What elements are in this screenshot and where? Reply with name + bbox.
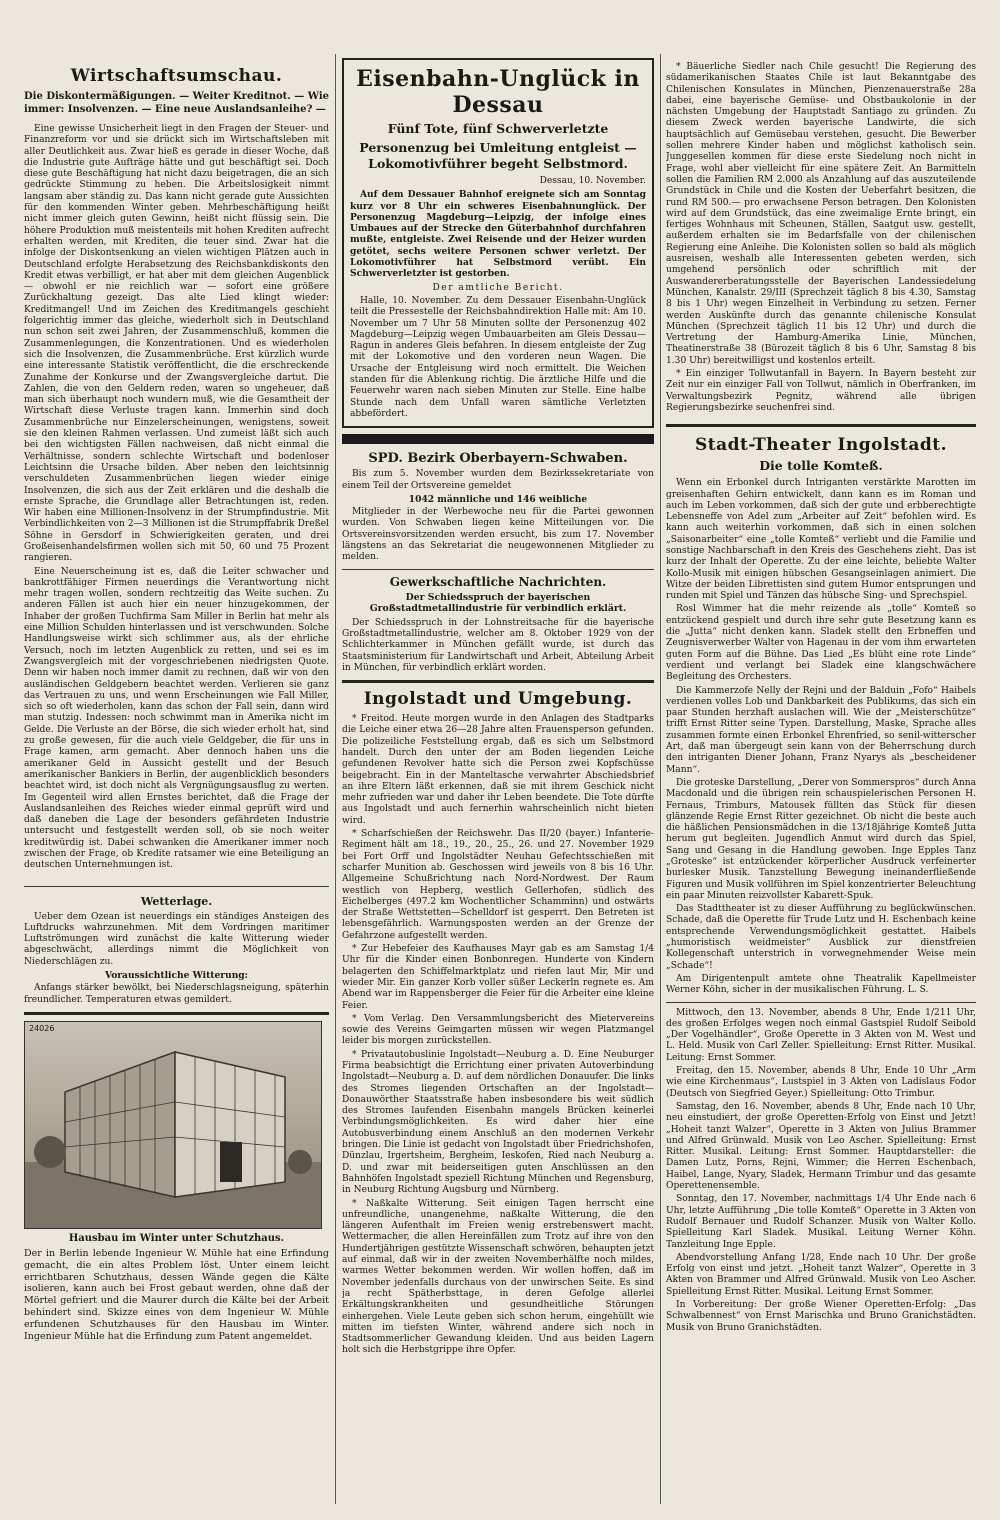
economy-paragraph: Eine Neuerscheinung ist es, daß die Leiter schwacher und bankrottfähiger Firmen neuerdings die Verantwortung nicht mehr tragen wollen, sondern rechtzeitig das Weite suchen. Zu anderen Fällen ist auch hier ein neuer hinzugekommen, der Inhaber der großen Tuchfirma Sam Miller in Berlin hat mehr als eine Million Schulden hinterlassen und ist verschwunden. Solche Handlungsweise wirkt sich schlimmer aus, als der ehrliche Versuch, noch im letzten Augenblick zu retten, und sei es im Zwangsvergleich mit der vorgeschriebenen niedrigsten Quote. Denn wir haben noch immer damit zu rechnen, daß wir von den ausländischen Geldgebern beachtet werden. Verlieren sie ganz das Vertrauen zu uns, und wenn Erscheinungen wie Fall Miller, sich so oft wiederholen, kann das schon der Fall sein, dann wird man stutzig. Indessen: noch schwimmt man in Amerika nicht im Gelde. Die Verluste an der Börse, die sich wieder erholt hat, sind zu große gewesen, für die auch viele Geldgeber, die für uns in Frage kamen, arm gemacht. Aber dennoch haben uns die amerikaner Geld in Aussicht gestellt und der Besuch amerikanischer Bankiers in Berlin, der augenblicklich besonders beachtet wird, ist doch nicht als Vergnügungsausflug zu werten. Im Gegenteil wird allen Ernstes berichtet, daß die Frage der Auslandsanleihen des Reiches wieder einmal geprüft wird und daß daneben die Lage der besonders gefährdeten Industrie untersucht und festgestellt werden soll, ob sie noch weiter kreditwürdig ist. Dabei schwanken die Amerikaner immer noch zwischen der Frage, ob Kredite ratsamer wie eine Beteiligung an deutschen Unternehmungen ist. [24, 566, 329, 871]
divider [666, 424, 976, 427]
column-regional-theater [666, 58, 976, 1498]
railway-lead: Auf dem Dessauer Bahnhof ereignete sich am Sonntag kurz vor 8 Uhr ein schweres Eisenbahnunglück. Der Personenzug Magdeburg—Leipzig, der infolge eines Umbaues auf der Strecke den Güterbahnhof durchfahren mußte, entgleiste. Zwei Reisende und der Heizer wurden getötet, sechs weitere Personen schwer verletzt. Der Lokomotivführer hat Selbstmord verübt. Ein Schwerverletzter ist gestorben. [350, 189, 646, 280]
spd-title: SPD. Bezirk Oberbayern-Schwaben. [368, 451, 628, 467]
report-title: Der amtliche Bericht. [432, 282, 564, 293]
program-entry: In Vorbereitung: Der große Wiener Operetten-Erfolg: „Das Schwalbennest“ von Ernst Marischka und Bruno Granichstädten. Musik von Bruno Granichstädten. [666, 1299, 976, 1333]
local-item: * Zur Hebefeier des Kaufhauses Mayr gab es am Samstag 1/4 Uhr für die Kinder einen Bonbonregen. Hunderte von Kindern belagerten den Schiffelmarktplatz und riefen laut Mir, Mir und wieder Mir. Ein ganzer Korb voller süßer Leckerln regnete es. Am Abend war im Rappensberger die Feier für die Arbeiter eine kleine Feier. [342, 944, 654, 1011]
local-item: * Freitod. Heute morgen wurde in den Anlagen des Stadtparks die Leiche einer etwa 26—28 Jahre alten Frauensperson gefunden. Die polizeiliche Feststellung ergab, daß es sich um Selbstmord handelt. Durch den unter der am Boden liegenden Leiche gefundenen Revolver hatte sich die Person zwei Kopfschüsse beigebracht. Ein in der Manteltasche verwahrter Abschiedsbrief an ihre Eltern läßt erkennen, daß sie mit ihrem Geschick nicht mehr zufrieden war und daher ihr Leben beendete. Die Tote dürfte aus Ingolstadt und auch fernerhin wahrscheinlich nicht bieten wird. [342, 714, 654, 826]
photo-tag: 24026 [29, 1023, 55, 1033]
program-entry: Mittwoch, den 13. November, abends 8 Uhr, Ende 1/211 Uhr, des großen Erfolges wegen noch einmal Gastspiel Rudolf Seibold „Der Vogelhändler“, Große Operette in 3 Akten von M. West und L. Held. Musik von Carl Zeller. Spielleitung: Ernst Ritter. Musikal. Leitung: Ernst Sommer. [666, 1007, 976, 1063]
theater-review: Am Dirigentenpult amtete ohne Theatralik Kapellmeister Werner Köhn, sicher in der musikalischen Führung. L. S. [666, 973, 976, 996]
local-item: * Privatautobuslinie Ingolstadt—Neuburg a. D. Eine Neuburger Firma beabsichtigt die Errichtung einer privaten Autoverbindung Ingolstadt—Neuburg a. D. auf dem nördlichen Donauufer. Die links des Stromes liegenden Ortschaften an der Ingolstadt—Donauwörther Staatsstraße haben insbesondere bis weit südlich des Stromes laufenden Eisenbahn mangels Brücken keinerlei Verbindungsmöglichkeiten. Es wird daher hier eine Autobusverbindung einem Anschluß an den modernen Verkehr bringen. Die Linie ist gedacht von Ingolstadt über Friedrichshofen, Dünzlau, Irgertsheim, Bergheim, Ieskofen, Ried nach Neuburg a. D. und zwar mit beiderseitigen guten Anschlüssen an den Bahnhöfen Ingolstadt speziell Richtung München und Regensburg, in Neuburg Richtung Augsburg und Nürnberg. [342, 1049, 654, 1196]
weather-text: Ueber dem Ozean ist neuerdings ein ständiges Ansteigen des Luftdrucks wahrzunehmen. Mit dem Vordringen maritimer Luftströmungen wird zunächst die kalte Witterung wieder abgeschwächt, allerdings nimmt die Möglichkeit von Niederschlägen zu. [24, 911, 329, 967]
divider [24, 886, 329, 887]
photo-caption-title: Hausbau im Winter unter Schutzhaus. [68, 1232, 285, 1244]
weather-title: Wetterlage. [140, 894, 213, 908]
theater-review: Rosl Wimmer hat die mehr reizende als „tolle“ Komteß so entzückend gespielt und durch ihre sehr gute Besetzung kann es die „Jutta“ nicht denken kann. Sladek stellt den Erbneffen und Zeugnisverwerber Walter von Hagenau in der vom ihm erwarteten guten Form auf die Bühne. Das Lied „Es blüht eine rote Linde“ verdient und verlangt bei Sladek eine klangschwächere Begleitung des Orchesters. [666, 604, 976, 683]
theater-title: Stadt-Theater Ingolstadt. [694, 435, 948, 456]
forecast-text: Anfangs stärker bewölkt, bei Niederschlagsneigung, späterhin freundlicher. Temperaturen etwas gemildert. [24, 983, 329, 1005]
union-subtitle: Der Schiedsspruch der bayerischen Großstadtmetallindustrie für verbindlich erklärt. [369, 591, 627, 615]
union-text: Der Schiedsspruch in der Lohnstreitsache für die bayerische Großstadtmetallindustrie, welcher am 8. Oktober 1929 von der Schlichterkammer in München gefällt wurde, ist durch das Staatsministerium für Landwirtschaft und Arbeit, Abteilung Arbeit in München, für verbindlich erklärt worden. [342, 617, 654, 673]
economy-subtitle: Die Diskontermäßigungen. — Weiter Kreditnot. — Wie immer: Insolvenzen. — Eine neue Auslandsanleihe? — [24, 91, 329, 115]
column-news [342, 58, 654, 1498]
program-entry: Freitag, den 15. November, abends 8 Uhr, Ende 10 Uhr „Arm wie eine Kirchenmaus“, Lustspiel in 3 Akten von Ladislaus Fodor (Deutsch von Siegfried Geyer.) Spielleitung: Otto Trimbur. [666, 1066, 976, 1099]
spd-text-2: Mitglieder in der Werbewoche neu für die Partei gewonnen wurden. Von Schwaben liegen keine Mitteilungen vor. Die Ortsvereinsvorsitzenden werden ersucht, bis zum 17. November längstens an das Sekretariat die neugewonnenen Mitglieder zu melden. [342, 507, 654, 563]
railway-accident-box [342, 58, 654, 428]
theater-review: Wenn ein Erbonkel durch Intriganten verstärkte Marotten im greisenhaften Gehirn entwickelt, dann kann es im Roman und auch im Leben vorkommen, daß sich der gute und erbberechtigte Lebensneffe von Adel zum „Arbeiter auf Zeit“ befohlen wird. Es kann auch weiterhin vorkommen, daß sich in einen solchen „Saisonarbeiter“ eine „tolle Komteß“ verliebt und die Familie und sonstige Nachbarschaft in den Kreis des Geschehens zieht. Das ist kurz der Inhalt der Operette. Zu der eine leichte, beliebte Walter Kollo-Musik mit einigen hübschen Gesangseinlagen animiert. Die Witze der beiden Librettisten sind gutem Humor entsprungen und runden mit Spiel und Tänzen das hübsche Sing- und Sprechspiel. [666, 478, 976, 602]
spd-count: 1042 männliche und 146 weibliche [408, 493, 588, 505]
spd-text: Bis zum 5. November wurden dem Bezirkssekretariate von einem Teil der Ortsvereine gemeldet [342, 469, 654, 491]
divider [666, 1002, 976, 1003]
local-item: * Naßkalte Witterung. Seit einigen Tagen herrscht eine unfreundliche, unangenehme, naßkalte Witterung, die den längeren Aufenthalt im Freien wenig erstrebenswert macht. Wettermacher, die allen Hereinfällen zum Trotz auf ihre von den Hundertjährigen gestützte Wissenschaft schwören, behaupten jetzt auf einmal, daß wir in der zweiten Novemberhälfte noch mildes, warmes Wetter bekommen werden. Wir wollen hoffen, daß im November jedenfalls durchaus von der unwirschen Seite. Es sind ja recht Spätherbsttage, in deren Gefolge allerlei Erkältungskrankheiten und gesundheitliche Störungen einhergehen. Viele Leute geben sich schon herum, eingehüllt wie mitten im tiefsten Winter, während andere sich noch in Stadtsommerlicher Gewandung kleiden. Und aus beiden Lagern holt sich die Herbstgrippe ihre Opfer. [342, 1198, 654, 1356]
divider [342, 680, 654, 683]
rabies-item: * Ein einziger Tollwutanfall in Bayern. In Bayern besteht zur Zeit nur ein einziger Fall von Tollwut, nämlich in Oberfranken, im Verwaltungsbezirk Pegnitz, während alle übrigen Regierungsbezirke seuchenfrei sind. [666, 369, 976, 413]
construction-photo [24, 1021, 322, 1229]
column-economy [24, 58, 329, 1498]
divider [342, 569, 654, 570]
photo-caption-text: Der in Berlin lebende Ingenieur W. Mühle hat eine Erfindung gemacht, die ein altes Problem löst. Unter einem leicht errichtbaren Schutzhaus, dessen Wände gegen die Kälte isolieren, kann auch bei Frost gebaut werden, ohne daß der Mörtel gefriert und die Maurer durch die Kälte bei der Arbeit behindert sind. Skizze eines von dem Ingenieur W. Mühle erfundenen Schutzhauses für den Hausbau im Winter. Ingenieur Mühle hat die Erfindung zum Patent angemeldet. [24, 1247, 329, 1342]
shelter-house-illustration [25, 1022, 321, 1228]
railway-dateline: Dessau, 10. November. [539, 176, 646, 186]
program-entry: Abendvorstellung Anfang 1/28, Ende nach 10 Uhr. Der große Erfolg von einst und jetzt. „Hoheit tanzt Walzer“, Operette in 3 Akten von Brammer und Alfred Grünwald. Musik von Leo Ascher. Spielleitung Ernst Ritter. Musikal. Leitung Ernst Sommer. [666, 1252, 976, 1297]
divider [24, 1012, 329, 1015]
economy-paragraph: Eine gewisse Unsicherheit liegt in den Fragen der Steuer- und Finanzreform vor und sie drückt sich im Wirtschaftsleben mit aller Deutlichkeit aus. Zwar hieß es gerade in dieser Woche, daß die Industrie gute Aufträge hätte und gut beschäftigt sei. Doch diese gute Beschäftigung hat nicht dazu beigetragen, die an sich gedrückte Stimmung zu heben. Die Arbeitslosigkeit nimmt langsam aber ständig zu. Das kann nicht gerade gute Aussichten für den kommenden Winter geben. Mehrbeschäftigung heißt nicht immer gleich guten Gewinn, heißt nicht flüssig sein. Die höhere Produktion muß meistenteils mit hohen Krediten aufrecht erhalten werden, mit Krediten, die teuer sind. Zwar hat die infolge der Diskontsenkung an vielen wichtigen Plätzen auch in Deutschland erfolgte Herabsetzung des Reichsbankdiskonts den Kredit etwas verbilligt, er hat aber mit dem gleichen Augenblick — obwohl er nie reichlich war — sofort eine größere Zurückhaltung gezeigt. Das alte Lied klingt wieder: Kreditmangel! Und im Zeichen des Kreditmangels geschieht folgerichtig immer das gleiche, wiederholt sich in Deutschland nun schon seit zwei Jahren, der Zusammenschluß, kommen die Zusammenlegungen, die Konzentrationen. Und es wiederholen sich die Insolvenzen, die Zusammenbrüche. Erst kürzlich wurde eine interessante Statistik veröffentlicht, die die erschreckende Zunahme der Konkurse und der Zwangsvergleiche dartut. Die Zahlen, die von den Geldern reden, waren so ungeheuer, daß man sich überhaupt noch wundern muß, wie die Gesamtheit der Wirtschaft diese Verluste tragen kann. Immerhin sind doch Zusammenbrüche nur Einzelerscheinungen, wenigstens, soweit sie den kleinen Rahmen verlassen. Und zumeist läßt sich auch bei den wichtigsten Fällen nachweisen, daß nicht einmal die Verhältnisse, sondern schlechte Wirtschaft und bodenloser Leichtsinn die Ursache bilden. Aber neben den leichtsinnig verschuldeten Zusammenbrüchen liegen wieder einige Insolvenzen, die sich aus der Zeit erklären und die deshalb die ernste Sprache, die Grundlage aller Betrachtungen ist, reden. Wir haben eine Millionen-Insolvenz in der Strumpfindustrie. Mit Verbindlichkeiten von 2—3 Millionen ist die Strumpffabrik Dreßel Söhne in Gersdorf in Schwierigkeiten geraten, und drei Großeisenhandelsfirmen wollen sich mit 50, 60 und 75 Prozent rangieren. [24, 124, 329, 564]
railway-subheadline-2: Personenzug bei Umleitung entgleist — Lokomotivführer begeht Selbstmord. [359, 140, 637, 171]
theater-subtitle: Die tolle Komteß. [759, 458, 883, 474]
column-divider [335, 54, 336, 1504]
railway-subheadline: Fünf Tote, fünf Schwerverletzte [387, 121, 609, 136]
local-item: * Vom Verlag. Den Versammlungsbericht des Mietervereins sowie des Vereins Geimgarten müssen wir wegen Platzmangel leider bis morgen zurückstellen. [342, 1013, 654, 1047]
chile-settlers-item: * Bäuerliche Siedler nach Chile gesucht! Die Regierung des südamerikanischen Staates Chile ist laut Bekanntgabe des Chilenischen Konsulates in München, Pienzenauerstraße 28a dabei, eine bayerische Gemüse- und Obstbaukolonie in der nächsten Umgebung der Hauptstadt Santiago zu gründen. Zu diesem Zweck werden bayerische Landwirte, die sich hauptsächlich auf Gemüsebau verstehen, gesucht. Die Bewerber sollen mehrere Kinder haben und möglichst katholisch sein. Junggesellen kommen für diese erste Siedelung noch nicht in Frage, wohl aber vielleicht für eine spätere Zeit. An Barmitteln sollen die Familien RM 2.000 als Anzahlung auf das auszuteilende Grundstück in Chile und die Kosten der Ueberfahrt besitzen, die rund RM 500.— pro erwachsene Person betragen. Den Kolonisten wird auf dem Grundstück, das eine zweimalige Ernte bringt, ein fertiges Wohnhaus mit Scheunen, Ställen, Saatgut usw. gestellt, außerdem erhalten sie im Bedarfsfalle von der chilenischen Regierung eine Anleihe. Die Kolonisten sollen so bald als möglich ausreisen, weshalb alle Interessenten gebeten werden, sich umgehend persönlich oder schriftlich mit der Auswandererberatungsstelle der Bayerischen Landessiedelung München, Kanalstr. 29/III (Sprechzeit täglich 8 bis 4.30, Samstag 8 bis 1 Uhr) wegen Einzelheit in Verbindung zu setzen. Ferner werden Auskünfte durch das genannte chilenische Konsulat München (Sprechzeit täglich 11 bis 12 Uhr) und durch die Vertretung der Hamburg-Amerika Linie, München, Theatinerstraße 38 (Bürozeit täglich 8 bis 6 Uhr, Samstag 8 bis 1.30 Uhr) bereitwilligst und kostenlos erteilt. [666, 62, 976, 366]
local-title: Ingolstadt und Umgebung. [363, 689, 633, 710]
local-item: * Scharfschießen der Reichswehr. Das II/20 (bayer.) Infanterie-Regiment hält am 18., 19., 20., 25., 26. und 27. November 1929 bei Fort Orff und Ingolstädter Neuhau Gefechtsschießen mit scharfer Munition ab. Geschossen wird jeweils von 8 bis 16 Uhr. Allgemeine Schußrichtung nach Nord-Nordwest. Der Raum westlich von Hepberg, westlich Gellerhofen, südlich des Eichelberges (497.2 km Wochentlicher Schamminn) und ostwärts der Straße Wettstetten—Schelldorf ist gesperrt. Den Betreten ist lebensgefährlich. Warnungsposten werden an der Grenze der Gefahrzone aufgestellt werden. [342, 829, 654, 941]
theater-review: Die groteske Darstellung, „Derer von Sommerspros“ durch Anna Macdonald und die übrigen rein schauspielerischen Personen H. Fernaus, Trimburs, Matousek füllten das Stück für diesen glänzende Regie Ernst Ritter gezeichnet. Ob nicht die beste auch die häßlichen Pensionsmädchen in die 13/18jährige Komteß Jutta herum gut begleiten. Jugendlich Anmut wird durch das Spiel, Sang und Gesang in die Handlung gewoben. Inge Epples Tanz „Groteske“ ist entzückender körperlicher Ausdruck verfeinerter burlesker Musik. Tanzstellung Bewegung ineinanderfließende Figuren und Musik vollführen im Spiel konzentrierter Beleuchtung ein paar Minuten reizvollster Kabarett-Spuk. [666, 777, 976, 901]
program-entry: Samstag, den 16. November, abends 8 Uhr, Ende nach 10 Uhr, neu einstudiert, der große Operetten-Erfolg von Einst und Jetzt! „Hoheit tanzt Walzer“, Operette in 3 Akten von Julius Brammer und Alfred Grünwald. Musik von Leo Ascher. Spielleitung: Ernst Ritter. Musikal. Leitung: Ernst Sommer. Hauptdarsteller: die Damen Lutz, Porns, Rejni, Wimmer; die Herren Eschenbach, Haibel, Lange, Nyary, Sladek, Hermann Trimbur und das gesamte Operettenensemble. [666, 1101, 976, 1192]
forecast-title: Voraussichtliche Witterung: [104, 970, 249, 982]
economy-title: Wirtschaftsumschau. [70, 66, 283, 86]
column-divider [660, 54, 661, 1504]
theater-review: Das Stadttheater ist zu dieser Aufführung zu beglückwünschen. Schade, daß die Operette für Trude Lutz und H. Eschenbach keine entsprechende Verwendungsmöglichkeit gestattet. Haibels „humoristisch weidmeister“ Ausblick zur dienstfreien Kollegenschaft unterstrich in vorwegnehmender Weise mein „Schade“! [666, 904, 976, 971]
theater-review: Die Kammerzofe Nelly der Rejni und der Balduin „Fofo“ Haibels verdienen volles Lob und Dankbarkeit des Publikums, das sich ein paar Stunden herzhaft auslachen will. Wie der „Meisterschütze“ trifft Ernst Ritter seine Typen. Darstellung, Maske, Sprache alles zusammen formte einen Erbonkel Ehrenfried, so senil-witterscher Art, daß man übergeugt sein kann von der Beherrschung durch den intriganten Diener Johann, Franz Nyarys als „bescheidener Mann“. [666, 685, 976, 775]
report-text: Halle, 10. November. Zu dem Dessauer Eisenbahn-Unglück teilt die Pressestelle der Reichsbahndirektion Halle mit: Am 10. November um 7 Uhr 58 Minuten sollte der Personenzug 402 Magdeburg—Leipzig wegen Umbauarbeiten am Gleis Dessau—Ragun in anderes Gleis befahren. In diesem entgleiste der Zug mit der Lokomotive und den vorderen neun Wagen. Die Ursache der Entgleisung wird noch ermittelt. Die Weichen standen für die Ablenkung richtig. Die ärztliche Hilfe und die Feuerwehr waren nach sieben Minuten zur Stelle. Eine halbe Stunde nach dem Unfall waren sämtliche Verletzten abbefördert. [350, 295, 646, 419]
black-divider-bar [342, 434, 654, 444]
program-entry: Sonntag, den 17. November, nachmittags 1/4 Uhr Ende nach 6 Uhr, letzte Aufführung „Die tolle Komteß“ Operette in 3 Akten von Rudolf Bernauer und Rudolf Schanzer. Musik von Walter Kollo. Spielleitung Karl Sladek. Musikal. Leitung Werner Köhn. Tanzleitung Inge Epple. [666, 1194, 976, 1250]
railway-headline: Eisenbahn-Unglück in Dessau [356, 66, 640, 118]
union-title: Gewerkschaftliche Nachrichten. [389, 574, 607, 589]
